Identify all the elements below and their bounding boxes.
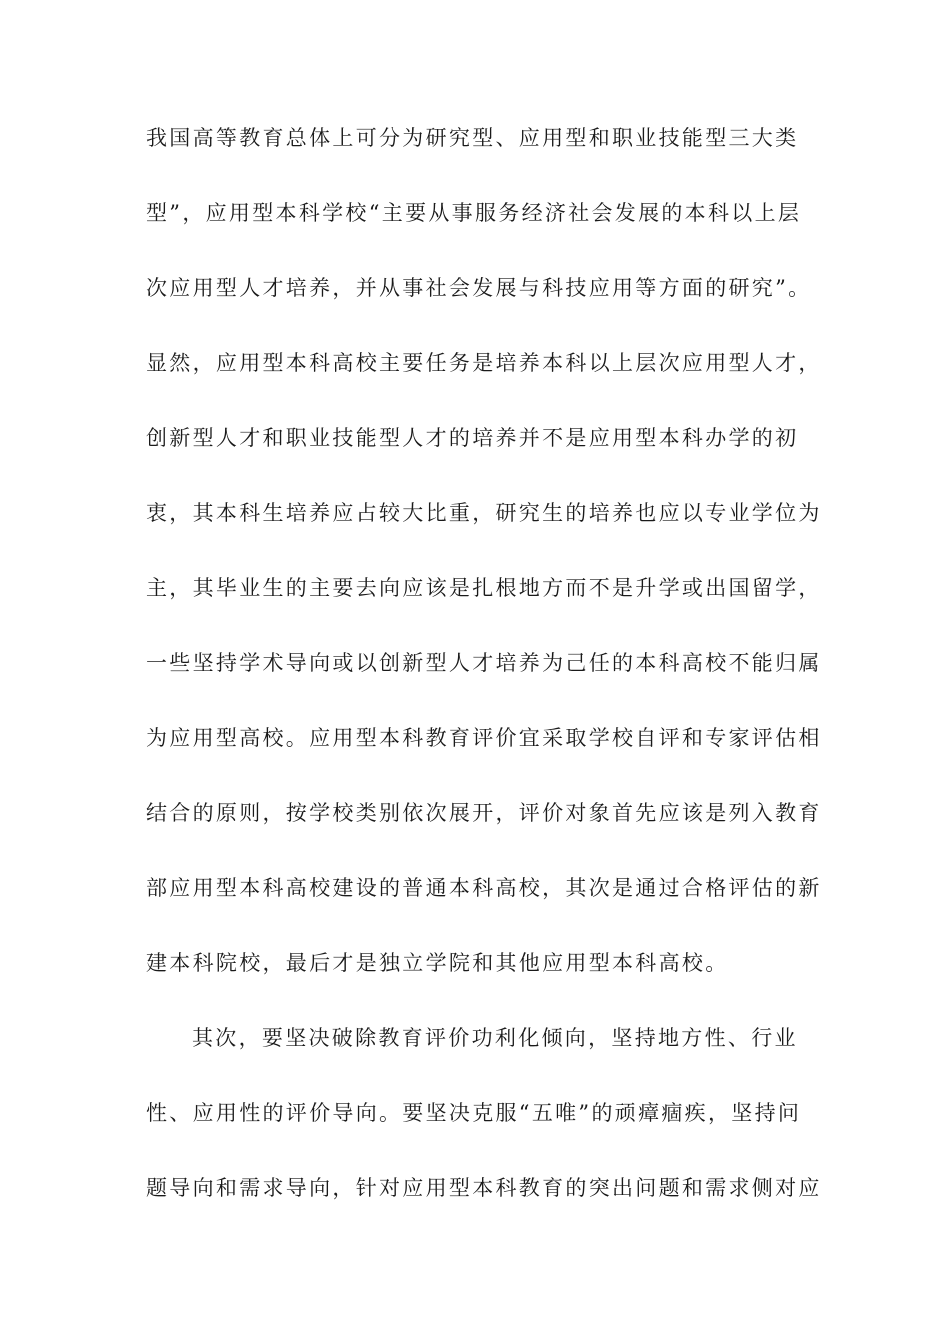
text-line: 为应用型高校。应用型本科教育评价宜采取学校自评和专家评估相 — [146, 726, 822, 750]
text-line: 显然，应用型本科高校主要任务是培养本科以上层次应用型人才， — [146, 351, 822, 375]
text-line: 结合的原则，按学校类别依次展开，评价对象首先应该是列入教育 — [146, 801, 822, 825]
text-line: 题导向和需求导向，针对应用型本科教育的突出问题和需求侧对应 — [146, 1176, 822, 1200]
text-line: 我国高等教育总体上可分为研究型、应用型和职业技能型三大类 — [146, 126, 799, 150]
text-line: 主，其毕业生的主要去向应该是扎根地方而不是升学或出国留学， — [146, 576, 822, 600]
text-line: 性、应用性的评价导向。要坚决克服“五唯”的顽瘴痼疾，坚持问 — [146, 1101, 802, 1125]
paragraph-start-line: 其次，要坚决破除教育评价功利化倾向，坚持地方性、行业 — [192, 1026, 798, 1050]
text-line: 衷，其本科生培养应占较大比重，研究生的培养也应以专业学位为 — [146, 501, 822, 525]
body-text — [146, 124, 822, 1249]
text-line: 建本科院校，最后才是独立学院和其他应用型本科高校。 — [146, 951, 729, 975]
text-line: 一些坚持学术导向或以创新型人才培养为己任的本科高校不能归属 — [146, 651, 822, 675]
text-line: 次应用型人才培养，并从事社会发展与科技应用等方面的研究”。 — [146, 276, 812, 300]
text-line: 创新型人才和职业技能型人才的培养并不是应用型本科办学的初 — [146, 426, 799, 450]
text-line: 型”，应用型本科学校“主要从事服务经济社会发展的本科以上层 — [146, 201, 802, 225]
text-line: 部应用型本科高校建设的普通本科高校，其次是通过合格评估的新 — [146, 876, 822, 900]
